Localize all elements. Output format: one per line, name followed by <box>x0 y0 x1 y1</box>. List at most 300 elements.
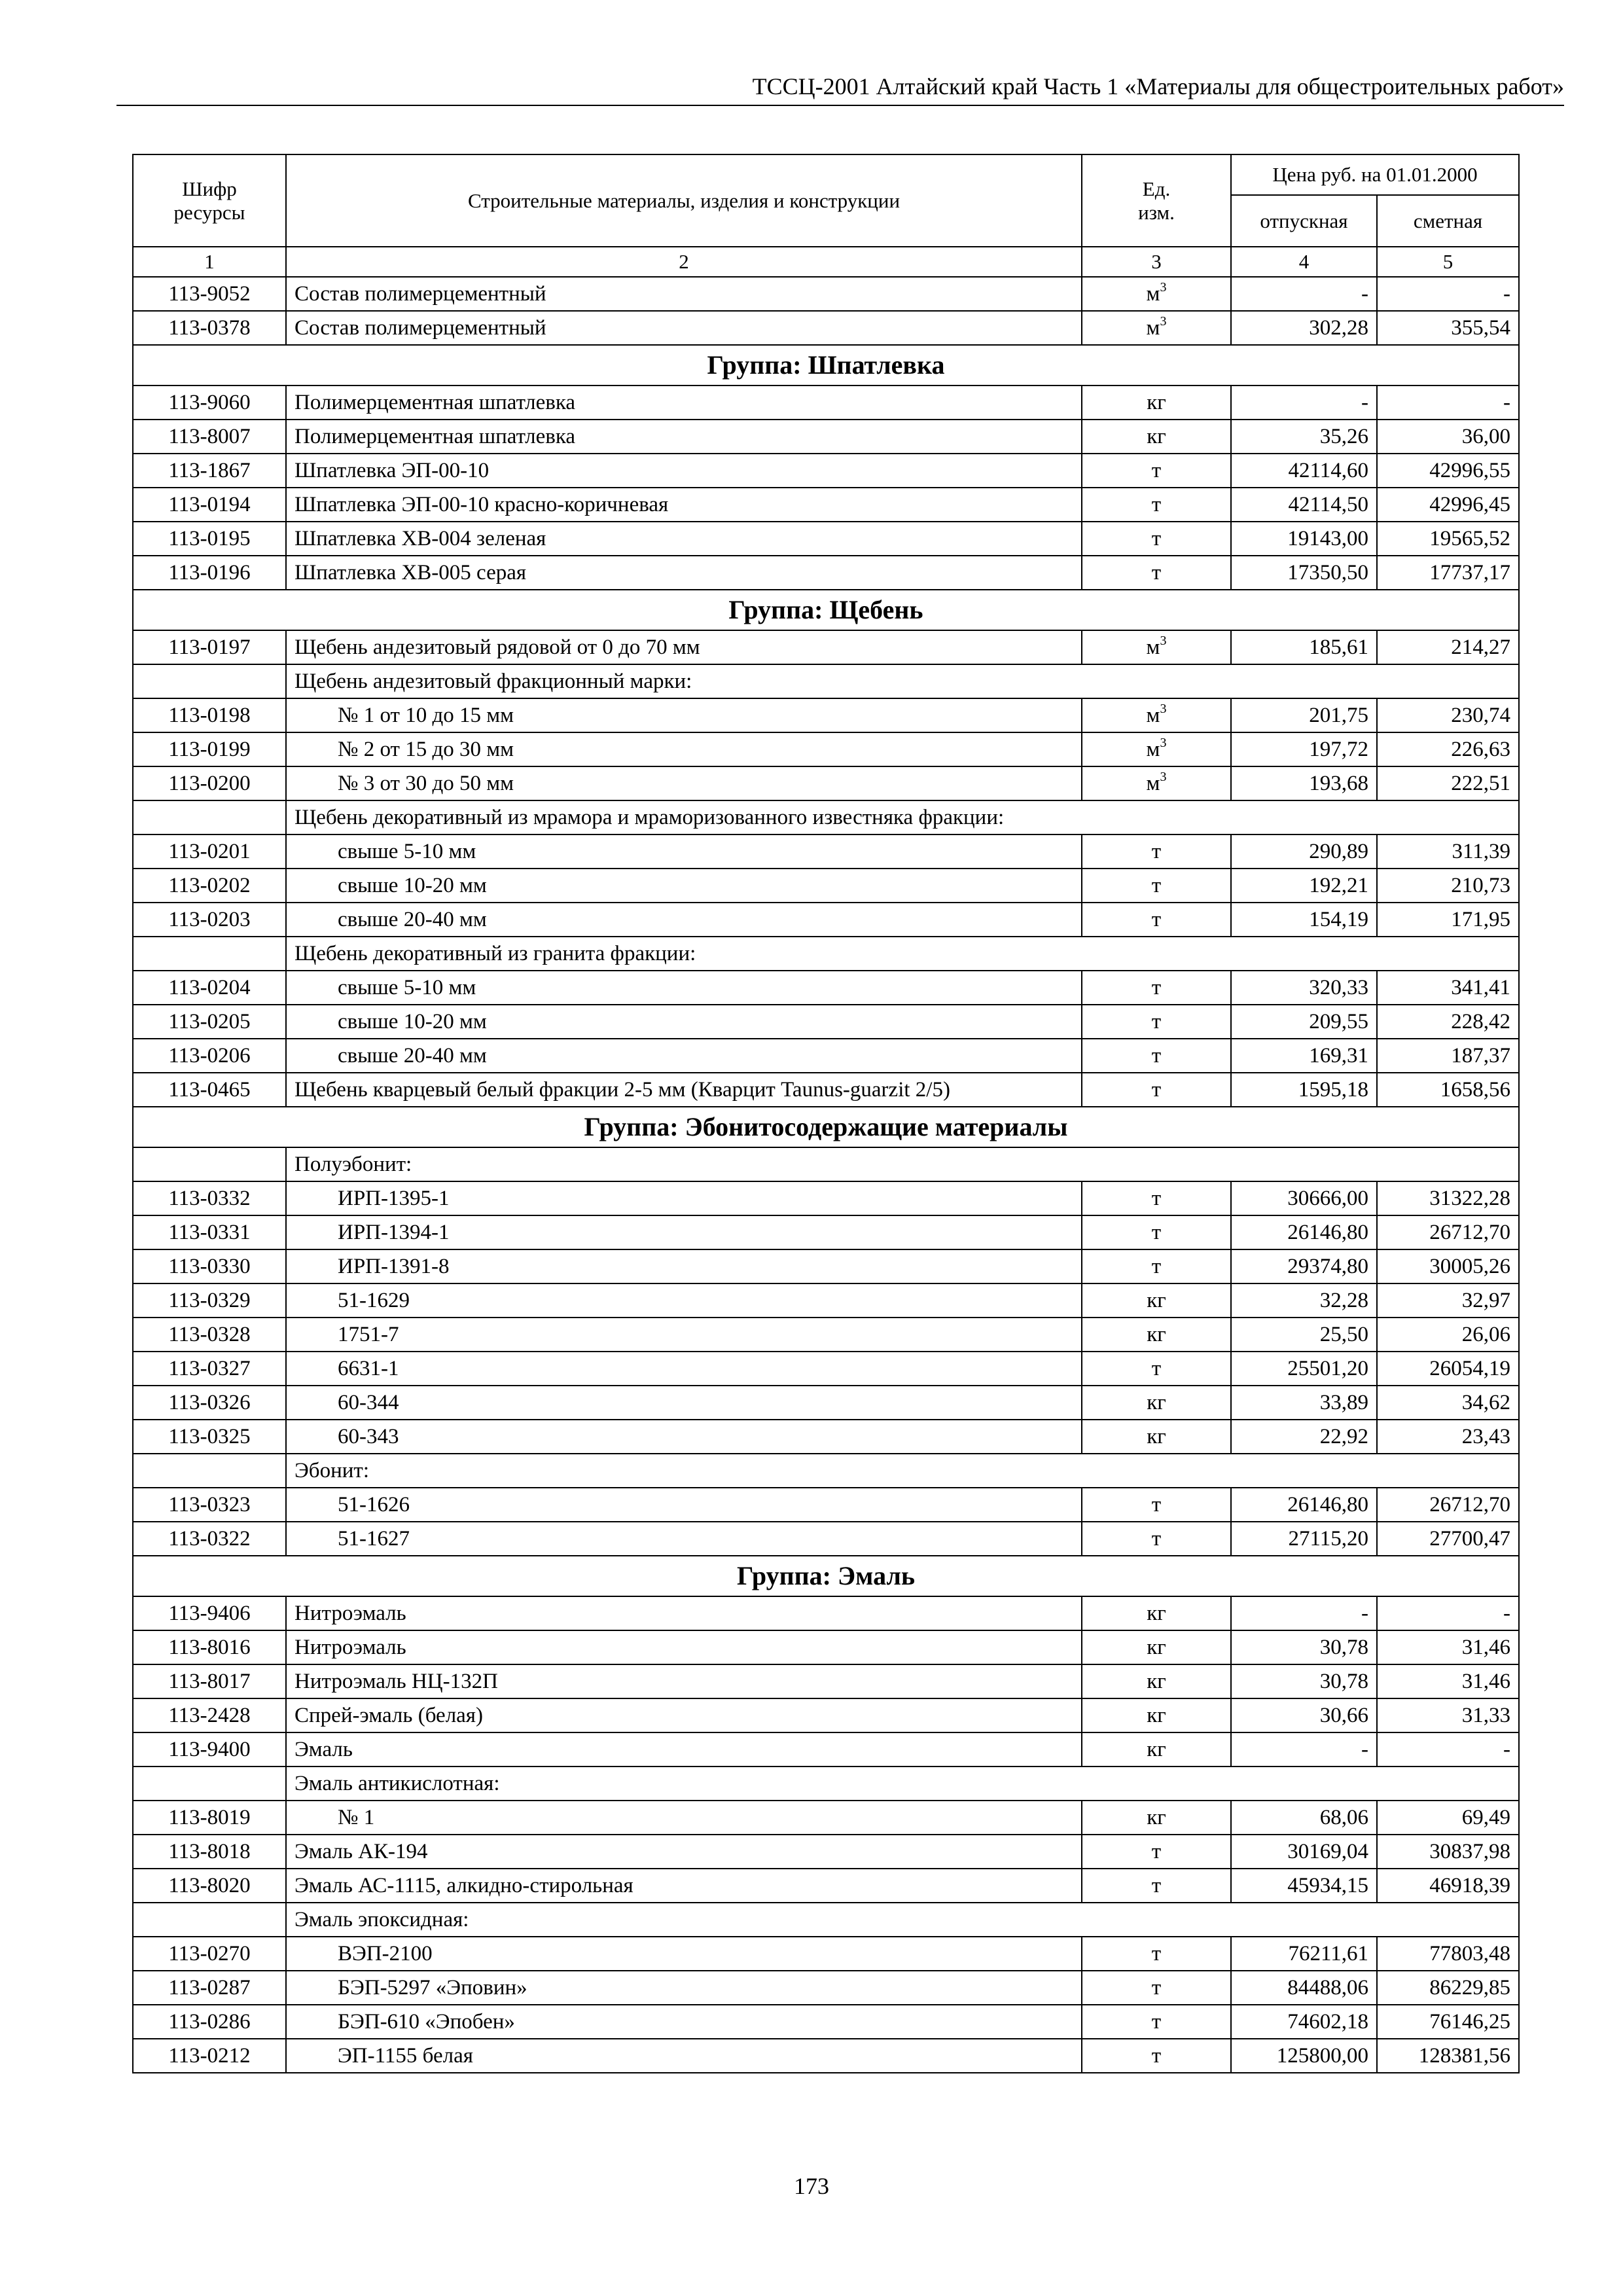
estimate-price-cell: - <box>1377 277 1519 311</box>
resource-code-cell: 113-0328 <box>133 1318 286 1352</box>
estimate-price-cell: 226,63 <box>1377 732 1519 766</box>
table-row <box>133 1039 1519 1073</box>
unit-text: т <box>1151 1976 1162 2000</box>
unit-cell <box>1082 869 1231 903</box>
resource-code-cell: 113-0202 <box>133 869 286 903</box>
material-name-cell: Состав полимерцементный <box>286 277 1082 311</box>
table-row <box>133 522 1519 556</box>
material-name-cell: Полимерцементная шпатлевка <box>286 386 1082 420</box>
resource-code-cell: 113-0212 <box>133 2039 286 2073</box>
resource-code-cell: 113-9400 <box>133 1732 286 1767</box>
resource-code-cell: 113-0330 <box>133 1249 286 1283</box>
estimate-price-cell: 171,95 <box>1377 903 1519 937</box>
unit-text: т <box>1151 1255 1162 1278</box>
resource-code-cell: 113-8007 <box>133 420 286 454</box>
unit-cell <box>1082 971 1231 1005</box>
material-name-cell: № 2 от 15 до 30 мм <box>286 732 1082 766</box>
group-heading-row <box>133 590 1519 630</box>
unit-cell <box>1082 311 1231 345</box>
unit-text: кг <box>1147 1425 1166 1448</box>
subheading-row <box>133 937 1519 971</box>
col-header-name: Строительные материалы, изделия и конструкции <box>286 154 1082 247</box>
resource-code-cell: 113-8017 <box>133 1664 286 1698</box>
unit-text: т <box>1151 976 1162 999</box>
estimate-price-cell: 46918,39 <box>1377 1869 1519 1903</box>
unit-cell <box>1082 1386 1231 1420</box>
material-name-cell: Нитроэмаль НЦ-132П <box>286 1664 1082 1698</box>
release-price-cell: 76211,61 <box>1231 1937 1377 1971</box>
group-heading-row <box>133 1556 1519 1596</box>
unit-cell <box>1082 488 1231 522</box>
unit-cell <box>1082 1732 1231 1767</box>
estimate-price-cell: 355,54 <box>1377 311 1519 345</box>
material-name-cell: 60-344 <box>286 1386 1082 1420</box>
estimate-price-cell: 42996,55 <box>1377 454 1519 488</box>
estimate-price-cell: 311,39 <box>1377 834 1519 869</box>
resource-code-cell: 113-0197 <box>133 630 286 664</box>
col-header-unit: Ед. изм. <box>1082 154 1231 247</box>
unit-cell <box>1082 834 1231 869</box>
unit-text: м <box>1146 316 1160 340</box>
column-number: 4 <box>1231 247 1377 277</box>
price-table <box>132 154 1520 2073</box>
resource-code-cell: 113-0205 <box>133 1005 286 1039</box>
empty-code-cell <box>133 1147 286 1181</box>
estimate-price-cell: 214,27 <box>1377 630 1519 664</box>
table-row <box>133 1630 1519 1664</box>
unit-cell <box>1082 1005 1231 1039</box>
estimate-price-cell: 42996,45 <box>1377 488 1519 522</box>
resource-code-cell: 113-0200 <box>133 766 286 800</box>
release-price-cell: 35,26 <box>1231 420 1377 454</box>
estimate-price-cell: 77803,48 <box>1377 1937 1519 1971</box>
estimate-price-cell: 228,42 <box>1377 1005 1519 1039</box>
unit-cell <box>1082 386 1231 420</box>
material-name-cell: Эмаль АС-1115, алкидно-стирольная <box>286 1869 1082 1903</box>
resource-code-cell: 113-0194 <box>133 488 286 522</box>
resource-code-cell: 113-0286 <box>133 2005 286 2039</box>
resource-code-cell: 113-8018 <box>133 1835 286 1869</box>
subheading-row <box>133 1767 1519 1801</box>
unit-text: т <box>1151 493 1162 516</box>
unit-text: кг <box>1147 1738 1166 1761</box>
estimate-price-cell: 128381,56 <box>1377 2039 1519 2073</box>
table-row <box>133 1318 1519 1352</box>
unit-cell <box>1082 1869 1231 1903</box>
material-name-cell: Шпатлевка ХВ-004 зеленая <box>286 522 1082 556</box>
unit-cell <box>1082 903 1231 937</box>
table-row <box>133 1596 1519 1630</box>
table-row <box>133 1801 1519 1835</box>
unit-cell <box>1082 732 1231 766</box>
unit-cell <box>1082 1596 1231 1630</box>
unit-cell <box>1082 1420 1231 1454</box>
material-name-cell: ИРП-1391-8 <box>286 1249 1082 1283</box>
table-row <box>133 1732 1519 1767</box>
empty-code-cell <box>133 664 286 698</box>
release-price-cell: - <box>1231 386 1377 420</box>
col-header-price-group: Цена руб. на 01.01.2000 <box>1231 154 1519 195</box>
unit-cell <box>1082 556 1231 590</box>
release-price-cell: 302,28 <box>1231 311 1377 345</box>
release-price-cell: 30,66 <box>1231 1698 1377 1732</box>
unit-text: м <box>1146 772 1160 795</box>
estimate-price-cell: 341,41 <box>1377 971 1519 1005</box>
release-price-cell: 1595,18 <box>1231 1073 1377 1107</box>
table-row <box>133 556 1519 590</box>
table-row <box>133 766 1519 800</box>
unit-cell <box>1082 1352 1231 1386</box>
material-name-cell: № 1 <box>286 1801 1082 1835</box>
table-row <box>133 1698 1519 1732</box>
unit-superscript: 3 <box>1160 314 1167 329</box>
unit-cell <box>1082 1522 1231 1556</box>
table-row <box>133 1971 1519 2005</box>
resource-code-cell: 113-2428 <box>133 1698 286 1732</box>
resource-code-cell: 113-1867 <box>133 454 286 488</box>
material-name-cell: № 1 от 10 до 15 мм <box>286 698 1082 732</box>
unit-cell <box>1082 1488 1231 1522</box>
table-row <box>133 1249 1519 1283</box>
unit-text: кг <box>1147 1704 1166 1727</box>
table-row <box>133 488 1519 522</box>
material-name-cell: ЭП-1155 белая <box>286 2039 1082 2073</box>
table-row <box>133 386 1519 420</box>
material-name-cell: свыше 5-10 мм <box>286 971 1082 1005</box>
table-row <box>133 630 1519 664</box>
empty-code-cell <box>133 1903 286 1937</box>
unit-text: м <box>1146 738 1160 761</box>
material-name-cell: свыше 20-40 мм <box>286 1039 1082 1073</box>
table-row <box>133 1420 1519 1454</box>
release-price-cell: 33,89 <box>1231 1386 1377 1420</box>
group-heading-row <box>133 345 1519 386</box>
estimate-price-cell: 230,74 <box>1377 698 1519 732</box>
material-name-cell: Шпатлевка ЭП-00-10 красно-коричневая <box>286 488 1082 522</box>
resource-code-cell: 113-0270 <box>133 1937 286 1971</box>
release-price-cell: 32,28 <box>1231 1283 1377 1318</box>
resource-code-cell: 113-0204 <box>133 971 286 1005</box>
material-name-cell: Щебень андезитовый рядовой от 0 до 70 мм <box>286 630 1082 664</box>
unit-text: т <box>1151 908 1162 931</box>
unit-cell <box>1082 1215 1231 1249</box>
release-price-cell: - <box>1231 277 1377 311</box>
estimate-price-cell: 31,46 <box>1377 1664 1519 1698</box>
table-row <box>133 1073 1519 1107</box>
release-price-cell: 30,78 <box>1231 1664 1377 1698</box>
table-row <box>133 1488 1519 1522</box>
resource-code-cell: 113-8019 <box>133 1801 286 1835</box>
resource-code-cell: 113-8016 <box>133 1630 286 1664</box>
unit-cell <box>1082 1937 1231 1971</box>
empty-code-cell <box>133 800 286 834</box>
unit-cell <box>1082 1181 1231 1215</box>
release-price-cell: 290,89 <box>1231 834 1377 869</box>
unit-text: т <box>1151 527 1162 550</box>
group-title: Группа: Щебень <box>133 590 1519 630</box>
unit-cell <box>1082 1664 1231 1698</box>
resource-code-cell: 113-0327 <box>133 1352 286 1386</box>
unit-superscript: 3 <box>1160 736 1167 750</box>
resource-code-cell: 113-0201 <box>133 834 286 869</box>
unit-cell <box>1082 1073 1231 1107</box>
resource-code-cell: 113-0199 <box>133 732 286 766</box>
table-row <box>133 971 1519 1005</box>
subheading-text: Эмаль антикислотная: <box>286 1767 1519 1801</box>
unit-text: т <box>1151 1942 1162 1965</box>
unit-text: т <box>1151 1187 1162 1210</box>
unit-text: т <box>1151 1357 1162 1380</box>
release-price-cell: 30666,00 <box>1231 1181 1377 1215</box>
material-name-cell: 1751-7 <box>286 1318 1082 1352</box>
unit-superscript: 3 <box>1160 770 1167 784</box>
unit-text: т <box>1151 1078 1162 1102</box>
release-price-cell: 125800,00 <box>1231 2039 1377 2073</box>
page-number: 173 <box>794 2173 829 2199</box>
running-header: ТССЦ-2001 Алтайский край Часть 1 «Материалы для общестроительных работ» <box>752 73 1564 99</box>
release-price-cell: 192,21 <box>1231 869 1377 903</box>
release-price-cell: 30,78 <box>1231 1630 1377 1664</box>
resource-code-cell: 113-9406 <box>133 1596 286 1630</box>
release-price-cell: 26146,80 <box>1231 1488 1377 1522</box>
estimate-price-cell: 23,43 <box>1377 1420 1519 1454</box>
unit-text: т <box>1151 874 1162 897</box>
material-name-cell: Спрей-эмаль (белая) <box>286 1698 1082 1732</box>
unit-text: т <box>1151 1010 1162 1033</box>
release-price-cell: - <box>1231 1596 1377 1630</box>
estimate-price-cell: 222,51 <box>1377 766 1519 800</box>
material-name-cell: 60-343 <box>286 1420 1082 1454</box>
estimate-price-cell: 26712,70 <box>1377 1215 1519 1249</box>
unit-text: т <box>1151 2044 1162 2068</box>
material-name-cell: Полимерцементная шпатлевка <box>286 420 1082 454</box>
estimate-price-cell: 17737,17 <box>1377 556 1519 590</box>
column-numbers-row <box>133 247 1519 277</box>
table-row <box>133 698 1519 732</box>
estimate-price-cell: 187,37 <box>1377 1039 1519 1073</box>
material-name-cell: ИРП-1394-1 <box>286 1215 1082 1249</box>
release-price-cell: 17350,50 <box>1231 556 1377 590</box>
table-row <box>133 277 1519 311</box>
table-row <box>133 1869 1519 1903</box>
estimate-price-cell: 26,06 <box>1377 1318 1519 1352</box>
resource-code-cell: 113-0206 <box>133 1039 286 1073</box>
material-name-cell: № 3 от 30 до 50 мм <box>286 766 1082 800</box>
release-price-cell: 209,55 <box>1231 1005 1377 1039</box>
empty-code-cell <box>133 1454 286 1488</box>
table-row <box>133 2005 1519 2039</box>
header-rule <box>116 105 1564 106</box>
estimate-price-cell: - <box>1377 1596 1519 1630</box>
release-price-cell: 19143,00 <box>1231 522 1377 556</box>
table-row <box>133 732 1519 766</box>
estimate-price-cell: 34,62 <box>1377 1386 1519 1420</box>
unit-text: т <box>1151 1874 1162 1897</box>
release-price-cell: 45934,15 <box>1231 1869 1377 1903</box>
release-price-cell: 169,31 <box>1231 1039 1377 1073</box>
estimate-price-cell: 27700,47 <box>1377 1522 1519 1556</box>
group-title: Группа: Эмаль <box>133 1556 1519 1596</box>
material-name-cell: БЭП-5297 «Эповин» <box>286 1971 1082 2005</box>
unit-cell <box>1082 1801 1231 1835</box>
material-name-cell: 6631-1 <box>286 1352 1082 1386</box>
material-name-cell: Состав полимерцементный <box>286 311 1082 345</box>
unit-cell <box>1082 1971 1231 2005</box>
unit-superscript: 3 <box>1160 702 1167 716</box>
release-price-cell: - <box>1231 1732 1377 1767</box>
unit-text: т <box>1151 1221 1162 1244</box>
estimate-price-cell: 19565,52 <box>1377 522 1519 556</box>
group-title: Группа: Эбонитосодержащие материалы <box>133 1107 1519 1147</box>
material-name-cell: 51-1629 <box>286 1283 1082 1318</box>
table-row <box>133 1664 1519 1698</box>
subheading-row <box>133 664 1519 698</box>
table-row <box>133 454 1519 488</box>
unit-cell <box>1082 454 1231 488</box>
unit-cell <box>1082 1283 1231 1318</box>
table-body <box>133 277 1519 2073</box>
unit-cell <box>1082 1835 1231 1869</box>
resource-code-cell: 113-0322 <box>133 1522 286 1556</box>
unit-superscript: 3 <box>1160 280 1167 295</box>
group-heading-row <box>133 1107 1519 1147</box>
subheading-text: Щебень андезитовый фракционный марки: <box>286 664 1519 698</box>
unit-cell <box>1082 522 1231 556</box>
unit-cell <box>1082 2005 1231 2039</box>
subheading-row <box>133 800 1519 834</box>
unit-text: кг <box>1147 1323 1166 1346</box>
unit-text: кг <box>1147 391 1166 414</box>
table-row <box>133 311 1519 345</box>
resource-code-cell: 113-8020 <box>133 1869 286 1903</box>
resource-code-cell: 113-0196 <box>133 556 286 590</box>
subheading-text: Эмаль эпоксидная: <box>286 1903 1519 1937</box>
material-name-cell: Шпатлевка ЭП-00-10 <box>286 454 1082 488</box>
unit-cell <box>1082 698 1231 732</box>
release-price-cell: 197,72 <box>1231 732 1377 766</box>
unit-text: т <box>1151 1493 1162 1516</box>
material-name-cell: 51-1627 <box>286 1522 1082 1556</box>
estimate-price-cell: 69,49 <box>1377 1801 1519 1835</box>
unit-cell <box>1082 630 1231 664</box>
unit-cell <box>1082 1249 1231 1283</box>
table-row <box>133 1215 1519 1249</box>
unit-text: кг <box>1147 1289 1166 1312</box>
subheading-text: Полуэбонит: <box>286 1147 1519 1181</box>
subheading-row <box>133 1454 1519 1488</box>
table-row <box>133 834 1519 869</box>
material-name-cell: свыше 5-10 мм <box>286 834 1082 869</box>
empty-code-cell <box>133 937 286 971</box>
subheading-row <box>133 1903 1519 1937</box>
empty-code-cell <box>133 1767 286 1801</box>
unit-cell <box>1082 1039 1231 1073</box>
unit-cell <box>1082 2039 1231 2073</box>
estimate-price-cell: 26712,70 <box>1377 1488 1519 1522</box>
estimate-price-cell: 26054,19 <box>1377 1352 1519 1386</box>
unit-text: т <box>1151 2010 1162 2034</box>
release-price-cell: 185,61 <box>1231 630 1377 664</box>
resource-code-cell: 113-9052 <box>133 277 286 311</box>
material-name-cell: 51-1626 <box>286 1488 1082 1522</box>
resource-code-cell: 113-0195 <box>133 522 286 556</box>
unit-text: т <box>1151 840 1162 863</box>
unit-text: кг <box>1147 1670 1166 1693</box>
table-row <box>133 1352 1519 1386</box>
material-name-cell: свыше 10-20 мм <box>286 869 1082 903</box>
estimate-price-cell: 31322,28 <box>1377 1181 1519 1215</box>
col-header-code: Шифр ресурсы <box>133 154 286 247</box>
resource-code-cell: 113-0332 <box>133 1181 286 1215</box>
resource-code-cell: 113-0203 <box>133 903 286 937</box>
release-price-cell: 84488,06 <box>1231 1971 1377 2005</box>
estimate-price-cell: 30005,26 <box>1377 1249 1519 1283</box>
unit-text: кг <box>1147 1636 1166 1659</box>
material-name-cell: Нитроэмаль <box>286 1596 1082 1630</box>
unit-cell <box>1082 1318 1231 1352</box>
table-row <box>133 1835 1519 1869</box>
release-price-cell: 27115,20 <box>1231 1522 1377 1556</box>
material-name-cell: Эмаль <box>286 1732 1082 1767</box>
estimate-price-cell: 30837,98 <box>1377 1835 1519 1869</box>
release-price-cell: 320,33 <box>1231 971 1377 1005</box>
subheading-text: Щебень декоративный из гранита фракции: <box>286 937 1519 971</box>
estimate-price-cell: 86229,85 <box>1377 1971 1519 2005</box>
release-price-cell: 201,75 <box>1231 698 1377 732</box>
unit-text: т <box>1151 561 1162 584</box>
unit-text: т <box>1151 1044 1162 1067</box>
column-number: 1 <box>133 247 286 277</box>
resource-code-cell: 113-0329 <box>133 1283 286 1318</box>
release-price-cell: 25,50 <box>1231 1318 1377 1352</box>
release-price-cell: 29374,80 <box>1231 1249 1377 1283</box>
estimate-price-cell: 210,73 <box>1377 869 1519 903</box>
material-name-cell: Эмаль АК-194 <box>286 1835 1082 1869</box>
column-number: 5 <box>1377 247 1519 277</box>
unit-text: кг <box>1147 1391 1166 1414</box>
table-row <box>133 1283 1519 1318</box>
column-number: 2 <box>286 247 1082 277</box>
unit-text: т <box>1151 459 1162 482</box>
estimate-price-cell: 1658,56 <box>1377 1073 1519 1107</box>
material-name-cell: Нитроэмаль <box>286 1630 1082 1664</box>
resource-code-cell: 113-0325 <box>133 1420 286 1454</box>
estimate-price-cell: 32,97 <box>1377 1283 1519 1318</box>
unit-text: кг <box>1147 425 1166 448</box>
unit-cell <box>1082 277 1231 311</box>
subheading-text: Щебень декоративный из мрамора и мраморизованного известняка фракции: <box>286 800 1519 834</box>
unit-text: т <box>1151 1840 1162 1863</box>
release-price-cell: 74602,18 <box>1231 2005 1377 2039</box>
resource-code-cell: 113-0326 <box>133 1386 286 1420</box>
material-name-cell: свыше 10-20 мм <box>286 1005 1082 1039</box>
release-price-cell: 68,06 <box>1231 1801 1377 1835</box>
col-header-estimate: сметная <box>1377 195 1519 247</box>
subheading-text: Эбонит: <box>286 1454 1519 1488</box>
table-row <box>133 420 1519 454</box>
table-row <box>133 1386 1519 1420</box>
release-price-cell: 25501,20 <box>1231 1352 1377 1386</box>
release-price-cell: 22,92 <box>1231 1420 1377 1454</box>
material-name-cell: Щебень кварцевый белый фракции 2-5 мм (Кварцит Taunus-guarzit 2/5) <box>286 1073 1082 1107</box>
resource-code-cell: 113-0465 <box>133 1073 286 1107</box>
estimate-price-cell: 31,33 <box>1377 1698 1519 1732</box>
estimate-price-cell: 36,00 <box>1377 420 1519 454</box>
table-row <box>133 903 1519 937</box>
unit-cell <box>1082 420 1231 454</box>
material-name-cell: Шпатлевка ХВ-005 серая <box>286 556 1082 590</box>
release-price-cell: 30169,04 <box>1231 1835 1377 1869</box>
